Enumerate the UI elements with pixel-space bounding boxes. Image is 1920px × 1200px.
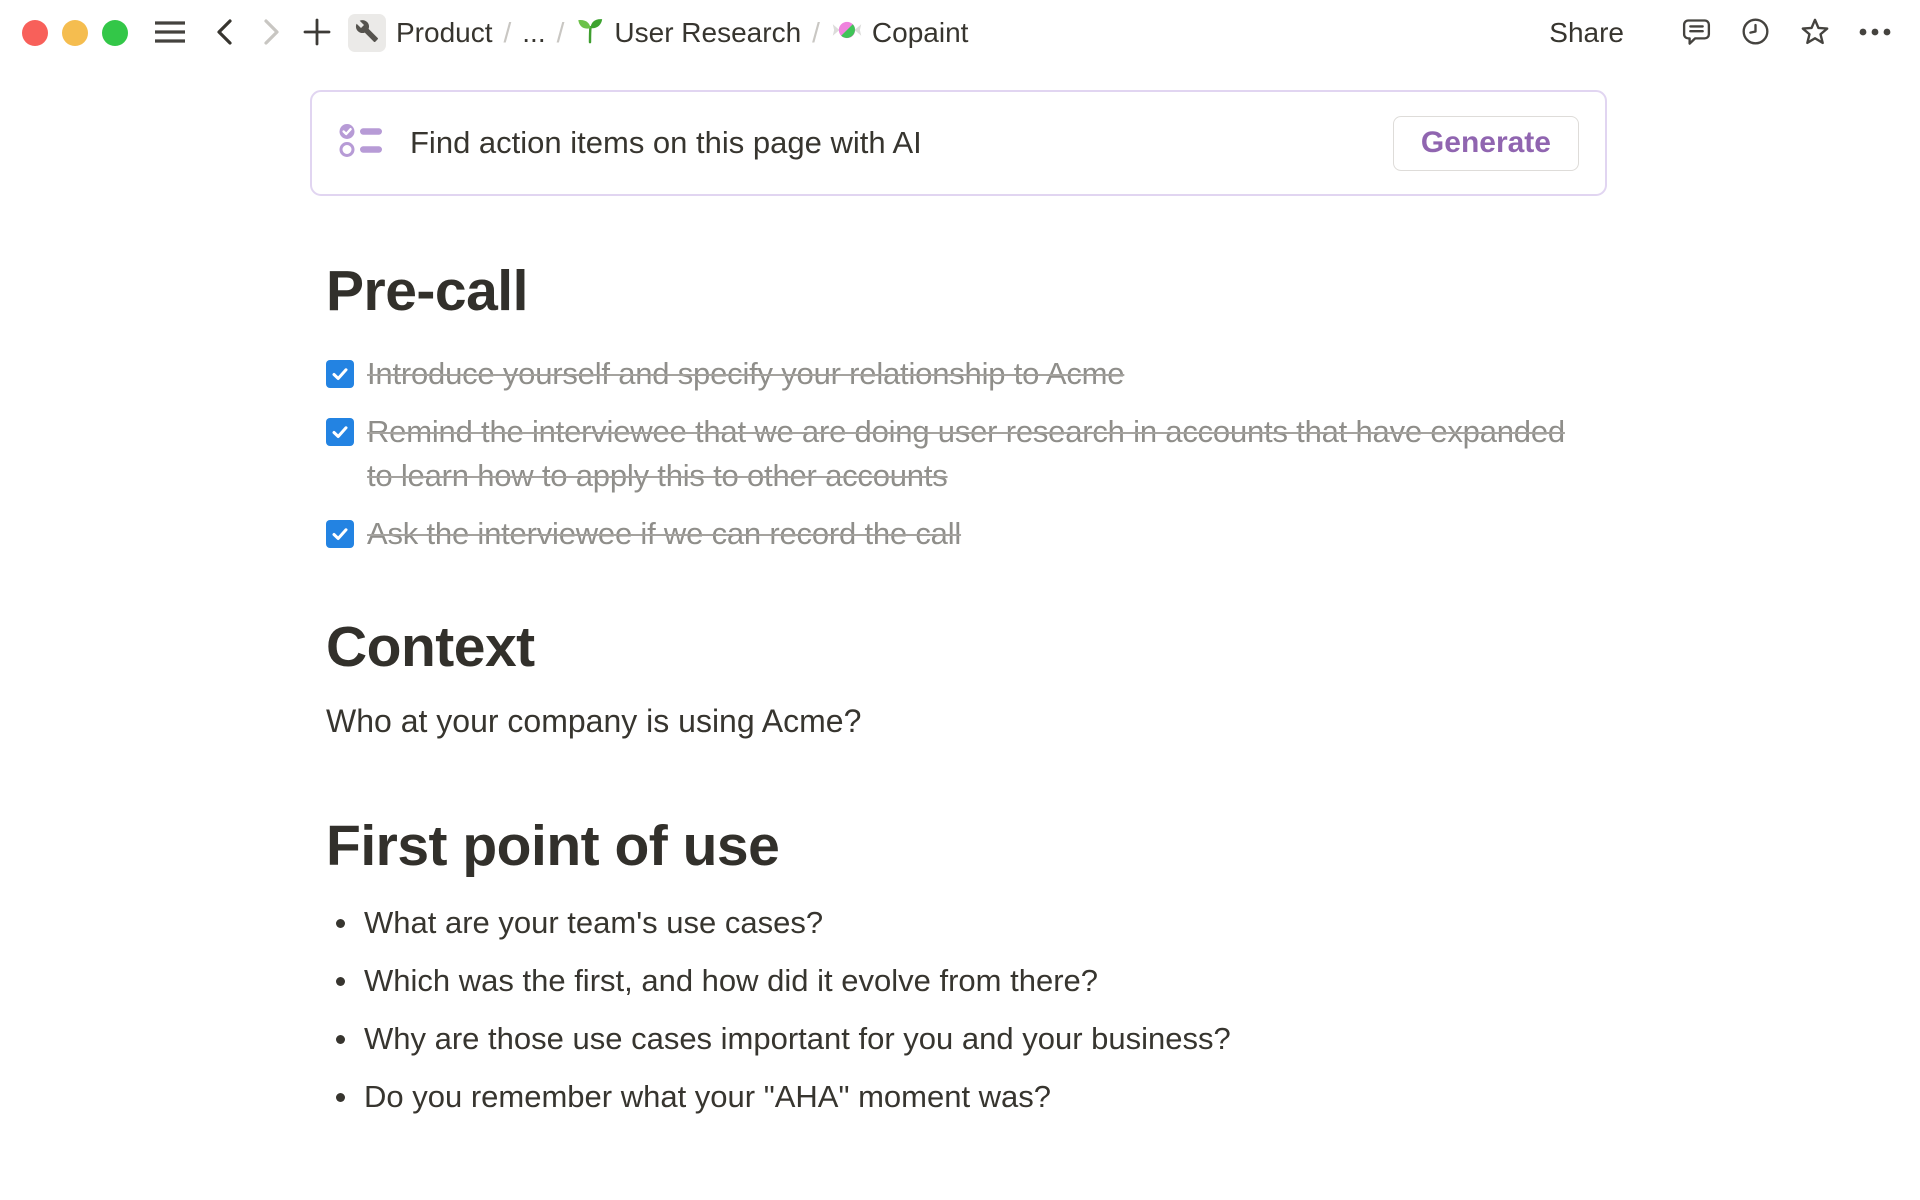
- checkbox-checked[interactable]: [326, 360, 354, 388]
- chevron-right-icon: [258, 17, 284, 50]
- todo-text[interactable]: Introduce yourself and specify your relationship to Acme: [367, 356, 1125, 391]
- bullet-dot-icon: [326, 1075, 354, 1102]
- todo-item: [326, 352, 1588, 396]
- page-body: [0, 66, 1920, 1119]
- nav-forward-button[interactable]: [258, 17, 284, 50]
- window-toolbar: [0, 0, 1920, 66]
- bullet-text[interactable]: Why are those use cases important for you and your business?: [364, 1021, 1231, 1056]
- favorite-button[interactable]: [1798, 15, 1832, 52]
- todo-item: [326, 410, 1588, 498]
- plus-icon: [302, 17, 332, 50]
- minimize-window-button[interactable]: [62, 20, 88, 46]
- comments-button[interactable]: [1680, 15, 1713, 51]
- breadcrumb-separator: /: [812, 17, 820, 48]
- breadcrumb: [396, 15, 968, 52]
- bullet-item: [326, 1017, 1588, 1061]
- checklist-icon: [338, 122, 384, 164]
- check-icon: [330, 364, 350, 384]
- page-icon-chip[interactable]: [348, 14, 386, 52]
- breadcrumb-label: User Research: [614, 17, 802, 48]
- updates-history-button[interactable]: [1739, 15, 1772, 51]
- clock-icon: [1739, 15, 1772, 51]
- bullet-text[interactable]: Do you remember what your "AHA" moment was?: [364, 1079, 1052, 1114]
- nav-back-button[interactable]: [212, 17, 238, 50]
- todo-item: [326, 512, 1588, 556]
- breadcrumb-item-copaint[interactable]: [831, 16, 969, 51]
- hamburger-icon: [154, 19, 186, 48]
- checkbox-checked[interactable]: [326, 520, 354, 548]
- zoom-window-button[interactable]: [102, 20, 128, 46]
- breadcrumb-label: Copaint: [871, 17, 969, 48]
- more-options-button[interactable]: [1858, 26, 1892, 41]
- new-page-button[interactable]: [302, 17, 332, 50]
- breadcrumb-collapsed-ellipsis[interactable]: ...: [522, 17, 546, 48]
- candy-icon: [831, 16, 872, 51]
- window-controls: [22, 20, 142, 46]
- check-icon: [330, 524, 350, 544]
- ai-banner-prompt: Find action items on this page with AI: [410, 125, 922, 160]
- breadcrumb-separator: /: [556, 17, 565, 48]
- breadcrumb-item-user-research[interactable]: [575, 15, 801, 52]
- checkbox-checked[interactable]: [326, 418, 354, 446]
- bullet-dot-icon: [326, 901, 354, 928]
- bullet-text[interactable]: What are your team's use cases?: [364, 905, 824, 940]
- todo-text[interactable]: Remind the interviewee that we are doing user research in accounts that have expanded to learn how to apply this to other accounts: [367, 414, 1565, 493]
- bullet-dot-icon: [326, 959, 354, 986]
- page-content: [326, 258, 1588, 1119]
- share-button[interactable]: Share: [1549, 17, 1624, 48]
- breadcrumb-separator: /: [503, 17, 512, 48]
- comment-bubble-icon: [1680, 15, 1713, 51]
- close-window-button[interactable]: [22, 20, 48, 46]
- heading-pre-call[interactable]: Pre-call: [326, 259, 528, 323]
- ellipsis-icon: [1858, 26, 1892, 41]
- generate-button[interactable]: Generate: [1393, 116, 1579, 171]
- sidebar-toggle-button[interactable]: [154, 19, 186, 48]
- breadcrumb-item-product[interactable]: Product: [396, 17, 493, 48]
- chevron-left-icon: [212, 17, 238, 50]
- bullet-item: [326, 959, 1588, 1003]
- heading-context[interactable]: Context: [326, 615, 535, 679]
- bullet-item: [326, 901, 1588, 945]
- seedling-icon: [575, 15, 614, 52]
- check-icon: [330, 422, 350, 442]
- star-icon: [1798, 15, 1832, 52]
- bullet-text[interactable]: Which was the first, and how did it evolve from there?: [364, 963, 1098, 998]
- todo-text[interactable]: Ask the interviewee if we can record the call: [367, 516, 962, 551]
- ai-action-items-banner: [310, 90, 1607, 196]
- context-question[interactable]: Who at your company is using Acme?: [326, 703, 862, 739]
- bullet-item: [326, 1075, 1588, 1119]
- wrench-icon: [355, 19, 379, 48]
- heading-first-point-of-use[interactable]: First point of use: [326, 814, 780, 878]
- bullet-dot-icon: [326, 1017, 354, 1044]
